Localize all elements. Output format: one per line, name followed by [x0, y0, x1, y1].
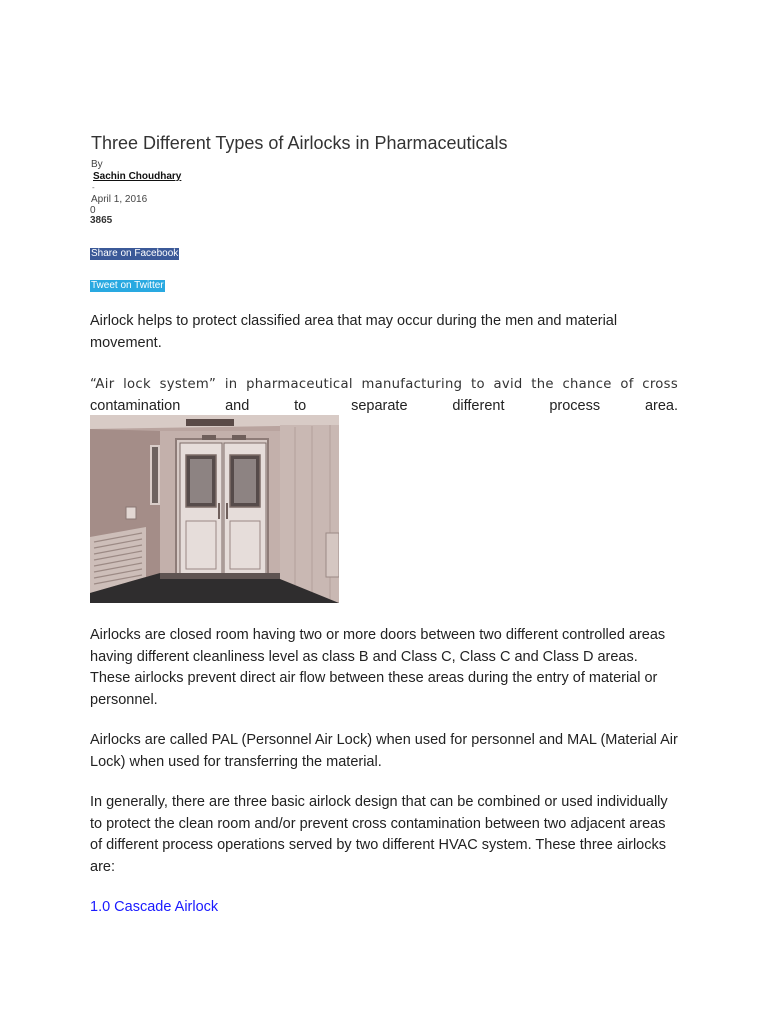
post-date: April 1, 2016 [91, 194, 148, 205]
author-link[interactable]: Sachin Choudhary [93, 171, 182, 182]
meta-separator: - [92, 183, 95, 192]
by-label: By [91, 159, 103, 170]
view-count: 3865 [90, 215, 113, 226]
paragraph-quote-line-1: “Air lock system” in pharmaceutical manufacturing to avid the chance of cross [90, 377, 678, 392]
paragraph-design-types: In generally, there are three basic airlock design that can be combined or used individually to protect the clean room and/or prevent cross contamination between two adjacent areas of different process operations served by two different HVAC system. These three airlocks are: [90, 794, 668, 875]
tweet-twitter-button[interactable]: Tweet on Twitter [91, 280, 164, 291]
share-facebook-button[interactable]: Share on Facebook [91, 248, 179, 259]
comment-count[interactable]: 0 [90, 205, 96, 216]
paragraph-quote-line-2: contamination and to separate different process area. [90, 398, 678, 414]
airlock-room-illustration [90, 415, 339, 603]
paragraph-intro: Airlock helps to protect classified area that may occur during the men and material movement. [90, 313, 618, 351]
paragraph-airlock-definition: Airlocks are closed room having two or more doors between two different controlled areas having different cleanliness level as class B and Class C, Class C and Class D areas. These airlocks prevent direct air flow between these areas during the entry of material or personnel. [90, 627, 666, 708]
paragraph-pal-mal: Airlocks are called PAL (Personnel Air Lock) when used for personnel and MAL (Material Air Lock) when used for transferring the material. [90, 732, 678, 770]
airlock-photo [90, 415, 339, 603]
section-cascade-airlock-link[interactable]: 1.0 Cascade Airlock [90, 899, 219, 915]
article-title: Three Different Types of Airlocks in Pharmaceuticals [91, 133, 508, 153]
